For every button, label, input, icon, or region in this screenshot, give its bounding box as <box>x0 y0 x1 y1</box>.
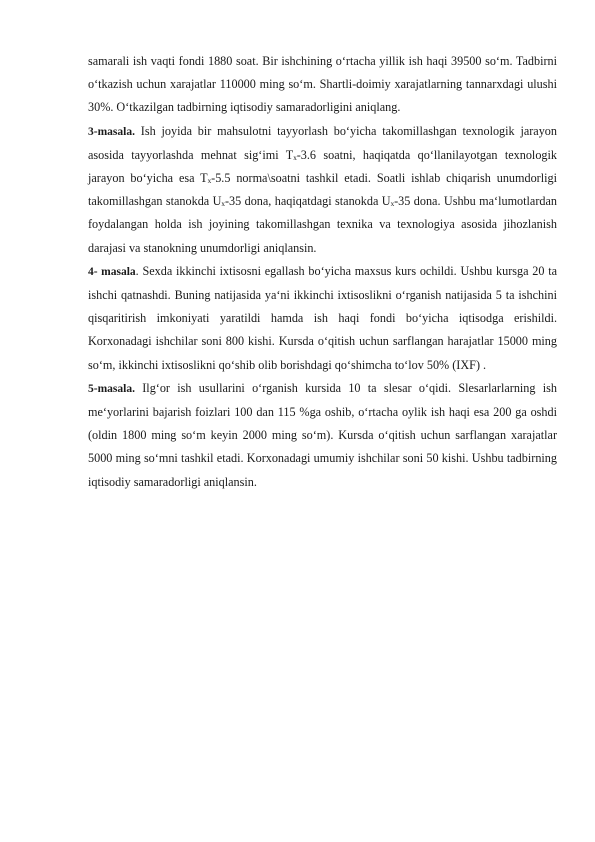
problem-3-paragraph <box>88 120 557 260</box>
problem-5-paragraph <box>88 377 557 494</box>
problem-4-label: 4- masala <box>88 265 136 278</box>
problem-3-label: 3-masala. <box>88 125 135 138</box>
document-page <box>88 50 557 494</box>
paragraph-1 <box>88 50 557 120</box>
paragraph-1-text: samarali ish vaqti fondi 1880 soat. Bir ishchining o‘rtacha yillik ish haqi 39500 so‘m. Tadbirni o‘tkazish uchun xarajatlar 110000 ming so‘m. Shartli-doimiy xarajatlarning tannarxdagi ulushi 30%. O‘tkazilgan tadbirning iqtisodiy samaradorligini aniqlang. <box>88 54 557 115</box>
problem-5-text: Ilg‘or ish usullarini o‘rganish kursida 10 ta slesar o‘qidi. Slesarlarlarning ish me‘yorlarini bajarish foizlari 100 dan 115 %ga oshib, o‘rtacha oylik ish haqi esa 200 ga oshdi (oldin 1800 ming so‘m keyin 2000 ming so‘m). Kursda o‘qitish uchun sarflangan xarajatlar 5000 ming so‘mni tashkil etadi. Korxonadagi umumiy ishchilar soni 50 kishi. Ushbu tadbirning iqtisodiy samaradorligi aniqlansin. <box>88 380 557 489</box>
problem-3-text: Ish joyida bir mahsulotni tayyorlash bo‘yicha takomillashgan texnologik jarayon asosida tayyorlashda mehnat sig‘imi Tₓ-3.6 soatni, haqiqatda qo‘llanilayotgan texnologik jarayon bo‘yicha esa Tₓ-5.5 norma\soatni tashkil etadi. Soatli ishlab chiqarish unumdorligi takomillashgan stanokda Uₓ-35 dona, haqiqatdagi stanokda Uₓ-35 dona. Ushbu ma‘lumotlardan foydalangan holda ish joyining takomillashgan texnika va texnologiya asosida jihozlanish darajasi va stanokning unumdorligi aniqlansin. <box>88 123 557 255</box>
problem-4-text: . Sexda ikkinchi ixtisosni egallash bo‘yicha maxsus kurs ochildi. Ushbu kursga 20 ta ishchi qatnashdi. Buning natijasida ya‘ni ikkinchi ixtisoslikni o‘rganish natijasida 5 ta ishchini qisqaritirish imkoniyati yaratildi hamda ish haqi fondi bo‘yicha iqtisodga erishildi. Korxonadagi ishchilar soni 800 kishi. Kursda o‘qitish uchun sarflangan harajatlar 15000 ming so‘m, ikkinchi ixtisoslikni qo‘shib olib borishdagi qo‘shimcha to‘lov 50% (IXF) . <box>88 263 557 372</box>
problem-5-label: 5-masala. <box>88 382 135 395</box>
problem-4-paragraph <box>88 260 557 377</box>
